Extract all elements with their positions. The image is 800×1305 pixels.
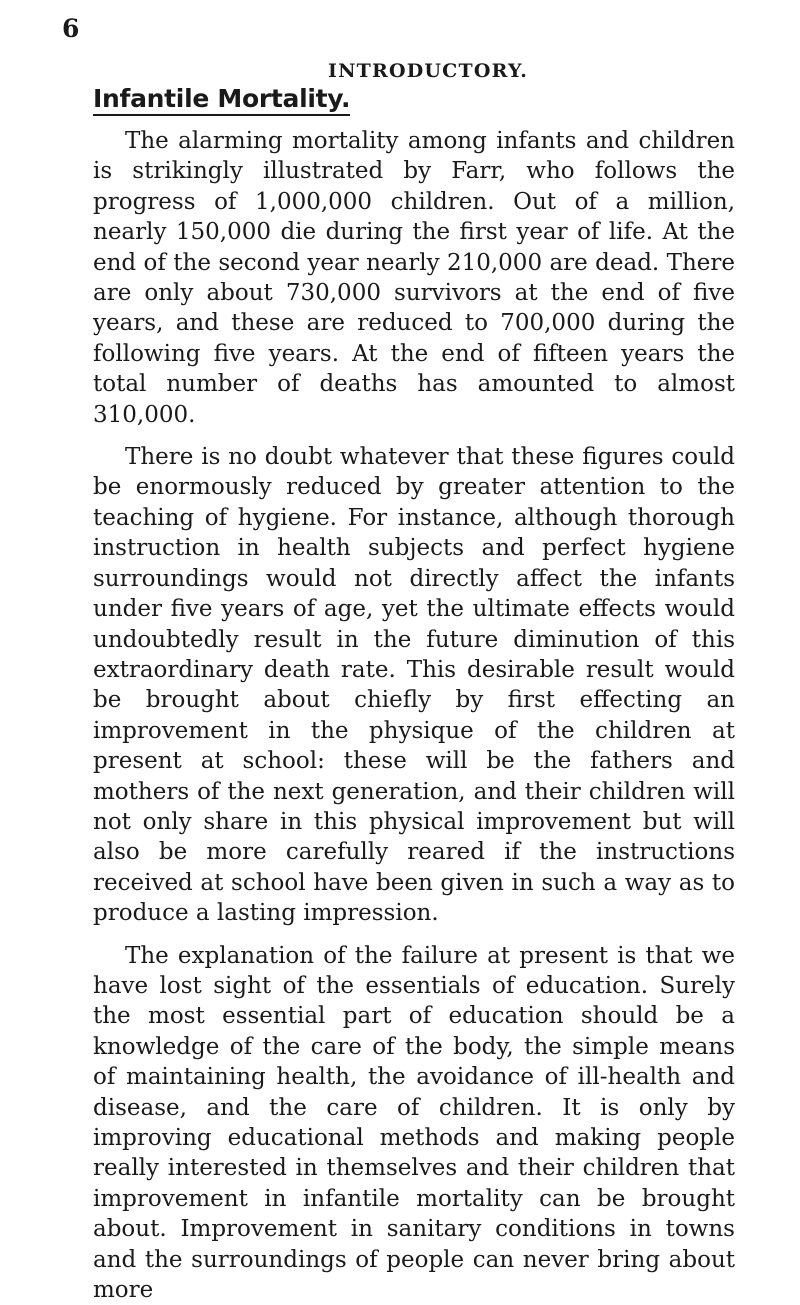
paragraph: There is no doubt whatever that these figures could be enormously reduced by greater attention to the teaching of hygiene. For instance, although thorough instruction in health subjects and perfect hygiene surroundings would not directly affect the infants under five years of age, yet the ultimate effects would undoubtedly result in the future diminution of this extraordinary death rate. This desirable result would be brought about chiefly by first effecting an improvement in the physique of the children at present at school: these will be the fathers and mothers of the next generation, and their children will not only share in this physical improvement but will also be more carefully reared if the instructions received at school have been given in such a way as to produce a lasting impression. xyxy=(93,444,735,927)
body-text xyxy=(93,126,735,1305)
running-head: INTRODUCTORY. xyxy=(328,60,529,82)
paragraph: The alarming mortality among infants and children is strikingly illustrated by Farr, who follows the progress of 1,000,000 children. Out of a million, nearly 150,000 die during the first year of life. At the end of the second year nearly 210,000 are dead. There are only about 730,000 survivors at the end of five years, and these are reduced to 700,000 during the following five years. At the end of fifteen years the total number of deaths has amounted to almost 310,000. xyxy=(93,128,735,428)
page-number: 6 xyxy=(62,14,80,43)
section-title: Infantile Mortality. xyxy=(93,84,350,116)
paragraph: The explanation of the failure at present is that we have lost sight of the essentials of education. Surely the most essential part of education should be a knowledge of the care of the body, the simple means of maintaining health, the avoidance of ill-health and disease, and the care of children. It is only by improving educational methods and making people really interested in themselves and their children that improvement in infantile mortality can be brought about. Improvement in sanitary conditions in towns and the surroundings of people can never bring about more xyxy=(93,942,735,1304)
